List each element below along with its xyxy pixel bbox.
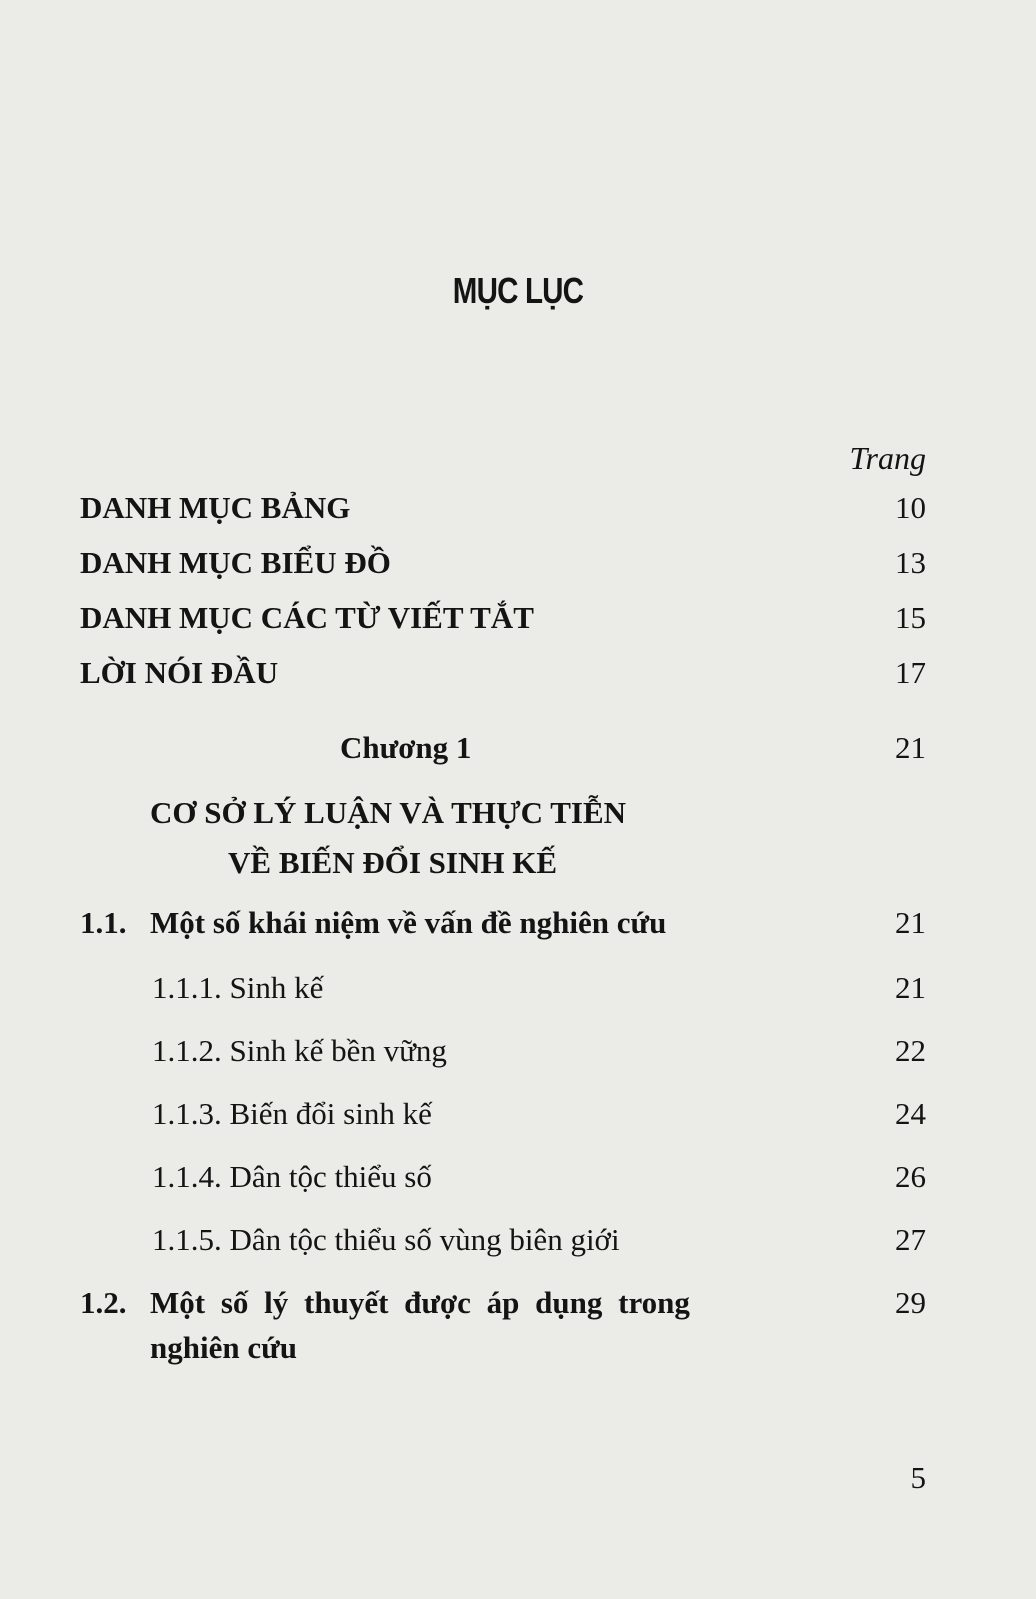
toc-entry-page: 21: [895, 730, 926, 765]
section-number: 1.2.: [80, 1285, 127, 1320]
chapter-title-line-2: VỀ BIẾN ĐỔI SINH KẾ: [228, 845, 558, 880]
toc-entry-page: 15: [895, 600, 926, 635]
chapter-heading: Chương 1: [340, 730, 472, 765]
toc-entry-page: 22: [895, 1033, 926, 1068]
toc-subentry-label: 1.1.2. Sinh kế bền vững: [152, 1033, 447, 1068]
toc-entry-page: 26: [895, 1159, 926, 1194]
chapter-title-line-1: CƠ SỞ LÝ LUẬN VÀ THỰC TIỄN: [150, 795, 627, 830]
toc-entry-label: DANH MỤC CÁC TỪ VIẾT TẮT: [80, 600, 534, 635]
toc-title: MỤC LỤC: [452, 270, 584, 311]
toc-entry-label: DANH MỤC BIỂU ĐỒ: [80, 545, 391, 580]
toc-entry-page: 27: [895, 1222, 926, 1257]
toc-entry-label: Một số khái niệm về vấn đề nghiên cứu: [150, 905, 667, 940]
toc-entry-label: Một số lý thuyết được áp dụng trong: [150, 1285, 690, 1320]
toc-entry-page: 21: [895, 905, 926, 940]
toc-entry-label: DANH MỤC BẢNG: [80, 490, 351, 525]
toc-subentry-label: 1.1.4. Dân tộc thiểu số: [152, 1159, 432, 1194]
toc-entry-page: 21: [895, 970, 926, 1005]
toc-entry-page: 24: [895, 1096, 926, 1131]
toc-subentry-label: 1.1.3. Biến đổi sinh kế: [152, 1096, 432, 1131]
page-column-header: Trang: [849, 440, 926, 476]
toc-entry-label: LỜI NÓI ĐẦU: [80, 655, 279, 690]
page-number: 5: [910, 1460, 926, 1495]
section-number: 1.1.: [80, 905, 127, 940]
toc-entry-page: 29: [895, 1285, 926, 1320]
toc-entry-page: 13: [895, 545, 926, 580]
toc-entry-page: 10: [895, 490, 926, 525]
toc-subentry-label: 1.1.5. Dân tộc thiểu số vùng biên giới: [152, 1222, 620, 1257]
toc-entry-label-continued: nghiên cứu: [150, 1330, 297, 1365]
toc-subentry-label: 1.1.1. Sinh kế: [152, 970, 324, 1005]
toc-entry-page: 17: [895, 655, 926, 690]
